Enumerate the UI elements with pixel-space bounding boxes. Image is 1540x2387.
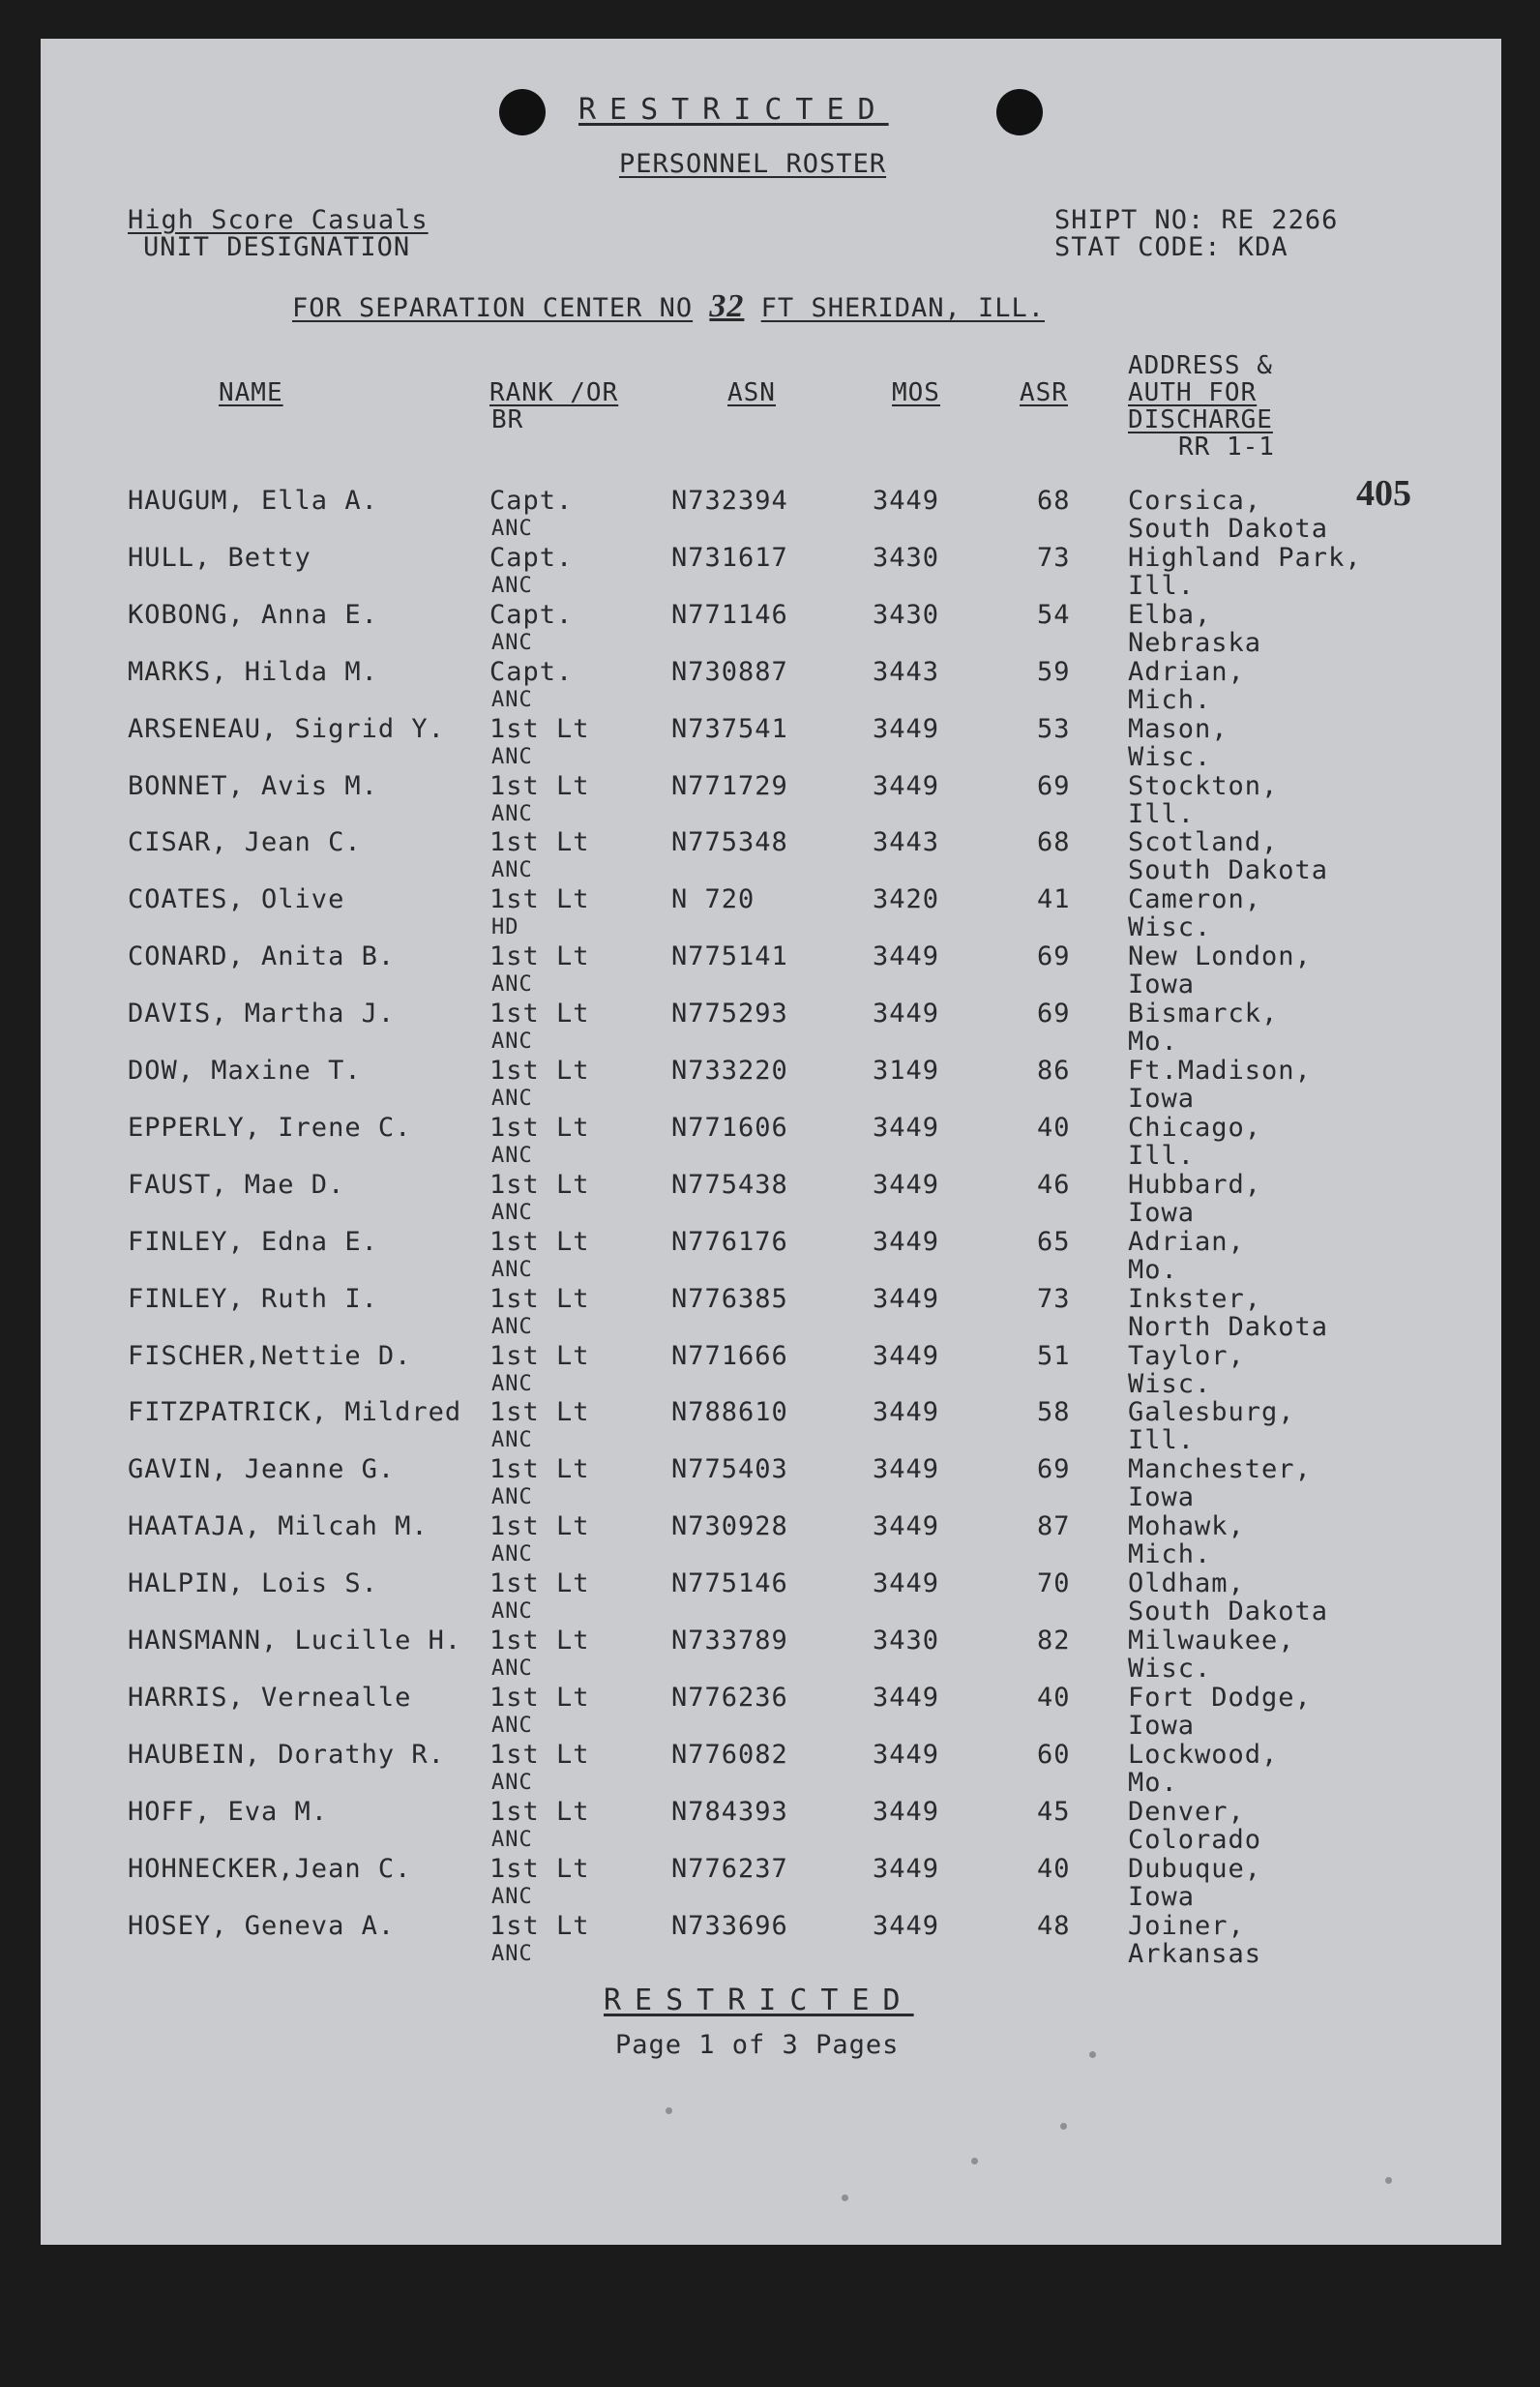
cell-city: Dubuque,: [1128, 1853, 1262, 1884]
cell-name: HAUGUM, Ella A.: [128, 486, 378, 516]
cell-name: HOFF, Eva M.: [128, 1796, 329, 1827]
cell-mos: 3449: [873, 1454, 940, 1485]
cell-name: HANSMANN, Lucille H.: [128, 1626, 462, 1656]
cell-mos: 3430: [873, 599, 940, 630]
table-row: [41, 601, 1501, 657]
cell-rank: 1st Lt: [489, 941, 590, 972]
cell-rank: 1st Lt: [489, 1283, 590, 1314]
cell-state: South Dakota: [1128, 1596, 1329, 1627]
paper-speck: [666, 2107, 672, 2114]
cell-asr: 73: [1037, 542, 1071, 573]
cell-asn: N733789: [671, 1626, 788, 1656]
cell-state: Wisc.: [1128, 741, 1212, 772]
cell-asr: 68: [1037, 827, 1071, 858]
cell-asn: N737541: [671, 713, 788, 744]
table-row: [41, 1855, 1501, 1911]
table-row: [41, 1569, 1501, 1626]
cell-asn: N775146: [671, 1568, 788, 1599]
cell-asr: 65: [1037, 1226, 1071, 1257]
cell-asn: N733220: [671, 1056, 788, 1086]
table-row: [41, 1398, 1501, 1454]
cell-asn: N 720: [671, 884, 755, 915]
cell-asr: 48: [1037, 1910, 1071, 1941]
cell-br: ANC: [491, 1713, 533, 1738]
col-asr: ASR: [1020, 378, 1068, 407]
cell-state: Iowa: [1128, 1197, 1196, 1228]
cell-asn: N776236: [671, 1682, 788, 1713]
cell-rank: 1st Lt: [489, 1340, 590, 1371]
cell-rank: 1st Lt: [489, 1568, 590, 1599]
cell-state: Iowa: [1128, 970, 1196, 1000]
cell-mos: 3449: [873, 1397, 940, 1428]
cell-br: ANC: [491, 1656, 533, 1681]
cell-br: ANC: [491, 1087, 533, 1111]
cell-rank: Capt.: [489, 656, 574, 687]
cell-asr: 40: [1037, 1112, 1071, 1143]
table-row: [41, 1626, 1501, 1683]
cell-asn: N775438: [671, 1169, 788, 1200]
cell-city: Taylor,: [1128, 1340, 1245, 1371]
cell-rank: 1st Lt: [489, 1112, 590, 1143]
cell-asr: 58: [1037, 1397, 1071, 1428]
cell-city: Adrian,: [1128, 1226, 1245, 1257]
cell-state: Mo.: [1128, 1027, 1178, 1058]
roster-title: PERSONNEL ROSTER: [619, 149, 887, 179]
cell-name: CONARD, Anita B.: [128, 941, 396, 972]
table-row: [41, 1741, 1501, 1797]
cell-asr: 70: [1037, 1568, 1071, 1599]
col-address-3: DISCHARGE: [1128, 405, 1273, 434]
restricted-footer: RESTRICTED: [604, 1984, 914, 2017]
cell-city: Stockton,: [1128, 770, 1279, 801]
roster-page: [41, 39, 1501, 2245]
cell-rank: 1st Lt: [489, 1226, 590, 1257]
cell-city: Adrian,: [1128, 656, 1245, 687]
cell-mos: 3420: [873, 884, 940, 915]
cell-rank: 1st Lt: [489, 1853, 590, 1884]
cell-city: Highland Park,: [1128, 542, 1362, 573]
cell-city: Cameron,: [1128, 884, 1262, 915]
cell-br: ANC: [491, 1143, 533, 1168]
cell-br: ANC: [491, 801, 533, 826]
cell-mos: 3449: [873, 486, 940, 516]
cell-name: FAUST, Mae D.: [128, 1169, 345, 1200]
cell-rank: 1st Lt: [489, 884, 590, 915]
paper-speck: [1385, 2177, 1392, 2184]
cell-rank: 1st Lt: [489, 713, 590, 744]
table-row: [41, 1171, 1501, 1227]
cell-mos: 3149: [873, 1056, 940, 1086]
cell-name: HAUBEIN, Dorathy R.: [128, 1739, 445, 1770]
cell-mos: 3449: [873, 1568, 940, 1599]
paper-speck: [1060, 2123, 1067, 2130]
cell-name: ARSENEAU, Sigrid Y.: [128, 713, 445, 744]
cell-state: Mich.: [1128, 684, 1212, 715]
cell-asn: N730887: [671, 656, 788, 687]
cell-name: HOHNECKER,Jean C.: [128, 1853, 412, 1884]
cell-rank: 1st Lt: [489, 1169, 590, 1200]
cell-city: Mason,: [1128, 713, 1229, 744]
cell-state: Iowa: [1128, 1710, 1196, 1741]
cell-br: ANC: [491, 630, 533, 655]
table-row: [41, 1684, 1501, 1740]
cell-city: Elba,: [1128, 599, 1212, 630]
cell-br: ANC: [491, 744, 533, 769]
table-row: [41, 658, 1501, 714]
cell-city: Chicago,: [1128, 1112, 1262, 1143]
cell-city: Bismarck,: [1128, 999, 1279, 1029]
table-row: [41, 1114, 1501, 1170]
table-row: [41, 772, 1501, 828]
cell-city: Denver,: [1128, 1796, 1245, 1827]
cell-asn: N775141: [671, 941, 788, 972]
cell-rank: Capt.: [489, 599, 574, 630]
cell-rank: Capt.: [489, 542, 574, 573]
cell-br: ANC: [491, 1542, 533, 1567]
cell-asn: N784393: [671, 1796, 788, 1827]
separation-number: 32: [709, 288, 745, 324]
cell-city: Oldham,: [1128, 1568, 1245, 1599]
cell-mos: 3449: [873, 1112, 940, 1143]
cell-state: Ill.: [1128, 798, 1196, 829]
cell-br: ANC: [491, 1599, 533, 1625]
cell-mos: 3449: [873, 1910, 940, 1941]
cell-br: ANC: [491, 517, 533, 541]
cell-name: MARKS, Hilda M.: [128, 656, 378, 687]
cell-br: ANC: [491, 1029, 533, 1055]
col-address-2: AUTH FOR: [1128, 378, 1258, 407]
cell-asr: 69: [1037, 770, 1071, 801]
cell-asn: N732394: [671, 486, 788, 516]
cell-mos: 3449: [873, 1340, 940, 1371]
cell-mos: 3449: [873, 1796, 940, 1827]
cell-rank: 1st Lt: [489, 1454, 590, 1485]
table-row: [41, 1057, 1501, 1113]
cell-name: DAVIS, Martha J.: [128, 999, 396, 1029]
cell-asr: 69: [1037, 1454, 1071, 1485]
cell-br: ANC: [491, 1827, 533, 1852]
unit-name: High Score Casuals: [128, 205, 429, 235]
cell-asn: N771146: [671, 599, 788, 630]
cell-state: Mo.: [1128, 1254, 1178, 1285]
cell-asr: 68: [1037, 486, 1071, 516]
cell-br: ANC: [491, 1371, 533, 1396]
cell-state: Colorado: [1128, 1824, 1262, 1855]
cell-state: Wisc.: [1128, 1654, 1212, 1684]
cell-state: Wisc.: [1128, 1368, 1212, 1399]
col-name: NAME: [219, 378, 283, 407]
cell-mos: 3449: [873, 1169, 940, 1200]
cell-state: Mich.: [1128, 1539, 1212, 1570]
cell-name: COATES, Olive: [128, 884, 345, 915]
cell-name: FINLEY, Edna E.: [128, 1226, 378, 1257]
cell-state: Ill.: [1128, 570, 1196, 601]
punch-hole: [499, 89, 546, 135]
cell-mos: 3449: [873, 1226, 940, 1257]
cell-name: DOW, Maxine T.: [128, 1056, 362, 1086]
cell-br: ANC: [491, 573, 533, 598]
cell-asn: N776385: [671, 1283, 788, 1314]
cell-mos: 3430: [873, 542, 940, 573]
cell-asn: N733696: [671, 1910, 788, 1941]
cell-br: ANC: [491, 1314, 533, 1339]
cell-rank: 1st Lt: [489, 1511, 590, 1542]
cell-city: New London,: [1128, 941, 1312, 972]
separation-location: FT SHERIDAN, ILL.: [760, 293, 1046, 323]
cell-rank: 1st Lt: [489, 770, 590, 801]
cell-city: Hubbard,: [1128, 1169, 1262, 1200]
table-row: [41, 1798, 1501, 1854]
cell-name: BONNET, Avis M.: [128, 770, 378, 801]
cell-city: Corsica,: [1128, 486, 1262, 516]
cell-name: CISAR, Jean C.: [128, 827, 362, 858]
cell-asn: N788610: [671, 1397, 788, 1428]
table-row: [41, 1285, 1501, 1341]
cell-br: ANC: [491, 858, 533, 883]
cell-mos: 3449: [873, 999, 940, 1029]
paper-speck: [971, 2158, 978, 2164]
cell-asr: 46: [1037, 1169, 1071, 1200]
col-asn: ASN: [727, 378, 776, 407]
separation-prefix: FOR SEPARATION CENTER NO: [292, 293, 694, 323]
cell-rank: 1st Lt: [489, 999, 590, 1029]
cell-asr: 82: [1037, 1626, 1071, 1656]
cell-rank: Capt.: [489, 486, 574, 516]
cell-rank: 1st Lt: [489, 1910, 590, 1941]
col-address-1: ADDRESS &: [1128, 351, 1273, 380]
shipment-number: SHIPT NO: RE 2266: [1054, 205, 1339, 235]
cell-mos: 3449: [873, 941, 940, 972]
cell-br: ANC: [491, 1257, 533, 1282]
cell-asr: 87: [1037, 1511, 1071, 1542]
cell-mos: 3449: [873, 1511, 940, 1542]
cell-city: Scotland,: [1128, 827, 1279, 858]
cell-name: HULL, Betty: [128, 542, 311, 573]
cell-asn: N731617: [671, 542, 788, 573]
cell-rank: 1st Lt: [489, 1739, 590, 1770]
table-row: [41, 1342, 1501, 1398]
cell-rank: 1st Lt: [489, 1796, 590, 1827]
cell-asr: 60: [1037, 1739, 1071, 1770]
cell-state: Ill.: [1128, 1425, 1196, 1456]
cell-br: ANC: [491, 687, 533, 712]
cell-name: HOSEY, Geneva A.: [128, 1910, 396, 1941]
cell-mos: 3449: [873, 770, 940, 801]
cell-state: Mo.: [1128, 1767, 1178, 1798]
cell-mos: 3430: [873, 1626, 940, 1656]
cell-asn: N776237: [671, 1853, 788, 1884]
cell-name: FISCHER,Nettie D.: [128, 1340, 412, 1371]
cell-city: Milwaukee,: [1128, 1626, 1295, 1656]
table-row: [41, 544, 1501, 600]
page-count: Page 1 of 3 Pages: [615, 2030, 900, 2060]
cell-state: Ill.: [1128, 1140, 1196, 1171]
cell-name: HAATAJA, Milcah M.: [128, 1511, 429, 1542]
cell-asr: 69: [1037, 999, 1071, 1029]
cell-city: Fort Dodge,: [1128, 1682, 1312, 1713]
cell-asn: N775348: [671, 827, 788, 858]
cell-state: North Dakota: [1128, 1311, 1329, 1342]
cell-br: ANC: [491, 1941, 533, 1966]
cell-rank: 1st Lt: [489, 1626, 590, 1656]
cell-state: Iowa: [1128, 1084, 1196, 1114]
cell-asn: N775293: [671, 999, 788, 1029]
cell-state: Iowa: [1128, 1482, 1196, 1513]
cell-name: HARRIS, Vernealle: [128, 1682, 412, 1713]
cell-br: ANC: [491, 1200, 533, 1225]
table-row: [41, 715, 1501, 771]
paper-speck: [842, 2194, 848, 2201]
table-row: [41, 1455, 1501, 1511]
table-row: [41, 1000, 1501, 1056]
cell-asr: 45: [1037, 1796, 1071, 1827]
unit-designation-label: UNIT DESIGNATION: [143, 232, 411, 262]
cell-rank: 1st Lt: [489, 1397, 590, 1428]
cell-name: GAVIN, Jeanne G.: [128, 1454, 396, 1485]
table-row: [41, 885, 1501, 941]
cell-mos: 3449: [873, 1739, 940, 1770]
cell-br: HD: [491, 915, 519, 940]
cell-br: ANC: [491, 972, 533, 998]
cell-asr: 59: [1037, 656, 1071, 687]
cell-asn: N730928: [671, 1511, 788, 1542]
table-row: [41, 1228, 1501, 1284]
cell-name: HALPIN, Lois S.: [128, 1568, 378, 1599]
cell-name: FITZPATRICK, Mildred: [128, 1397, 462, 1428]
col-rank: RANK /OR: [489, 378, 619, 407]
cell-name: EPPERLY, Irene C.: [128, 1112, 412, 1143]
stat-code: STAT CODE: KDA: [1054, 232, 1288, 262]
cell-name: FINLEY, Ruth I.: [128, 1283, 378, 1314]
cell-asr: 54: [1037, 599, 1071, 630]
cell-asr: 73: [1037, 1283, 1071, 1314]
col-branch: BR: [491, 405, 524, 434]
cell-asr: 86: [1037, 1056, 1071, 1086]
cell-asn: N776082: [671, 1739, 788, 1770]
cell-city: Joiner,: [1128, 1910, 1245, 1941]
cell-city: Manchester,: [1128, 1454, 1312, 1485]
cell-mos: 3443: [873, 656, 940, 687]
cell-city: Mohawk,: [1128, 1511, 1245, 1542]
page-stamp-number: 405: [1356, 473, 1411, 514]
cell-br: ANC: [491, 1428, 533, 1453]
cell-mos: 3443: [873, 827, 940, 858]
cell-asn: N771666: [671, 1340, 788, 1371]
cell-state: Arkansas: [1128, 1938, 1262, 1969]
col-address-4: RR 1-1: [1178, 433, 1275, 462]
cell-asr: 40: [1037, 1853, 1071, 1884]
cell-mos: 3449: [873, 713, 940, 744]
table-row: [41, 1512, 1501, 1568]
cell-asn: N771606: [671, 1112, 788, 1143]
cell-asr: 41: [1037, 884, 1071, 915]
cell-mos: 3449: [873, 1283, 940, 1314]
col-mos: MOS: [892, 378, 940, 407]
cell-city: Lockwood,: [1128, 1739, 1279, 1770]
cell-city: Inkster,: [1128, 1283, 1262, 1314]
cell-city: Galesburg,: [1128, 1397, 1295, 1428]
cell-asn: N775403: [671, 1454, 788, 1485]
cell-br: ANC: [491, 1485, 533, 1510]
table-row: [41, 1912, 1501, 1968]
paper-speck: [1089, 2051, 1096, 2058]
separation-center-line: [292, 288, 1045, 325]
table-row: [41, 942, 1501, 999]
cell-state: Nebraska: [1128, 627, 1262, 658]
table-row: [41, 487, 1501, 543]
cell-br: ANC: [491, 1884, 533, 1909]
cell-city: Ft.Madison,: [1128, 1056, 1312, 1086]
cell-asr: 51: [1037, 1340, 1071, 1371]
cell-state: Iowa: [1128, 1881, 1196, 1912]
cell-name: KOBONG, Anna E.: [128, 599, 378, 630]
cell-mos: 3449: [873, 1853, 940, 1884]
cell-asr: 40: [1037, 1682, 1071, 1713]
cell-rank: 1st Lt: [489, 1056, 590, 1086]
cell-state: South Dakota: [1128, 855, 1329, 886]
cell-asn: N776176: [671, 1226, 788, 1257]
punch-hole: [996, 89, 1043, 135]
cell-state: Wisc.: [1128, 912, 1212, 943]
restricted-header: RESTRICTED: [578, 93, 889, 127]
cell-asn: N771729: [671, 770, 788, 801]
cell-rank: 1st Lt: [489, 827, 590, 858]
cell-state: South Dakota: [1128, 514, 1329, 544]
cell-rank: 1st Lt: [489, 1682, 590, 1713]
cell-asr: 53: [1037, 713, 1071, 744]
cell-mos: 3449: [873, 1682, 940, 1713]
cell-br: ANC: [491, 1770, 533, 1795]
cell-asr: 69: [1037, 941, 1071, 972]
table-row: [41, 828, 1501, 884]
